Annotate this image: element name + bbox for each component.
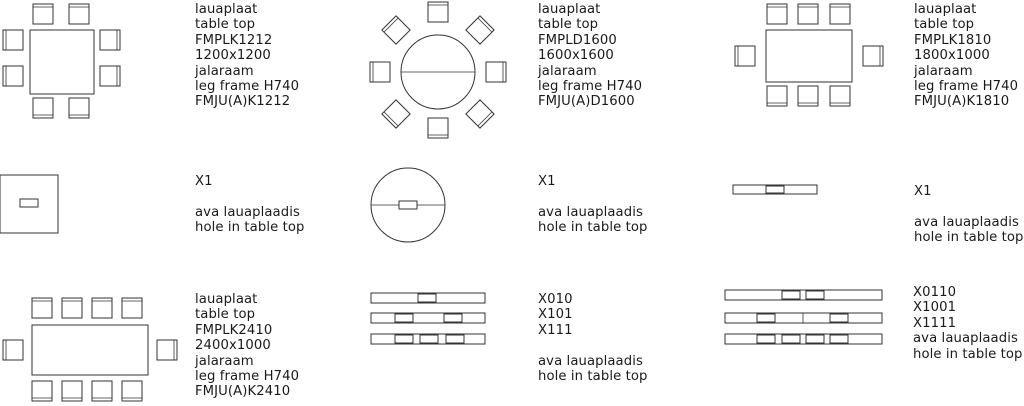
round-table-hole-x1 (371, 168, 445, 242)
label-hole-round: X1 ava lauaplaadis hole in table top (538, 174, 648, 236)
bar-hole-variants-3 (371, 293, 485, 344)
rect-table-2410 (3, 298, 177, 401)
rect-table-1810 (735, 4, 883, 106)
label-bar-variants-3: X010 X101 X111 ava lauaplaadis hole in table top (538, 292, 648, 385)
bar-hole-variants-4 (725, 290, 882, 344)
label-table-1810: lauaplaat table top FMPLK1810 1800x1000 jalaraam leg frame H740 FMJU(A)K1810 (914, 2, 1019, 110)
label-hole-square: X1 ava lauaplaadis hole in table top (195, 174, 305, 236)
label-table-1212: lauaplaat table top FMPLK1212 1200x1200 jalaraam leg frame H740 FMJU(A)K1212 (195, 2, 300, 110)
square-table-hole-x1 (0, 175, 58, 233)
round-table-d1600 (370, 2, 506, 138)
label-table-2410: lauaplaat table top FMPLK2410 2400x1000 jalaraam leg frame H740 FMJU(A)K2410 (195, 292, 300, 400)
label-bar-variants-4: X0110 X1001 X1111 ava lauaplaadis hole in table top (913, 285, 1023, 362)
rect-table-hole-x1 (733, 185, 817, 194)
square-table-1212 (3, 4, 120, 118)
label-hole-rect: X1 ava lauaplaadis hole in table top (914, 184, 1024, 246)
label-table-d1600: lauaplaat table top FMPLD1600 1600x1600 jalaraam leg frame H740 FMJU(A)D1600 (538, 2, 643, 110)
